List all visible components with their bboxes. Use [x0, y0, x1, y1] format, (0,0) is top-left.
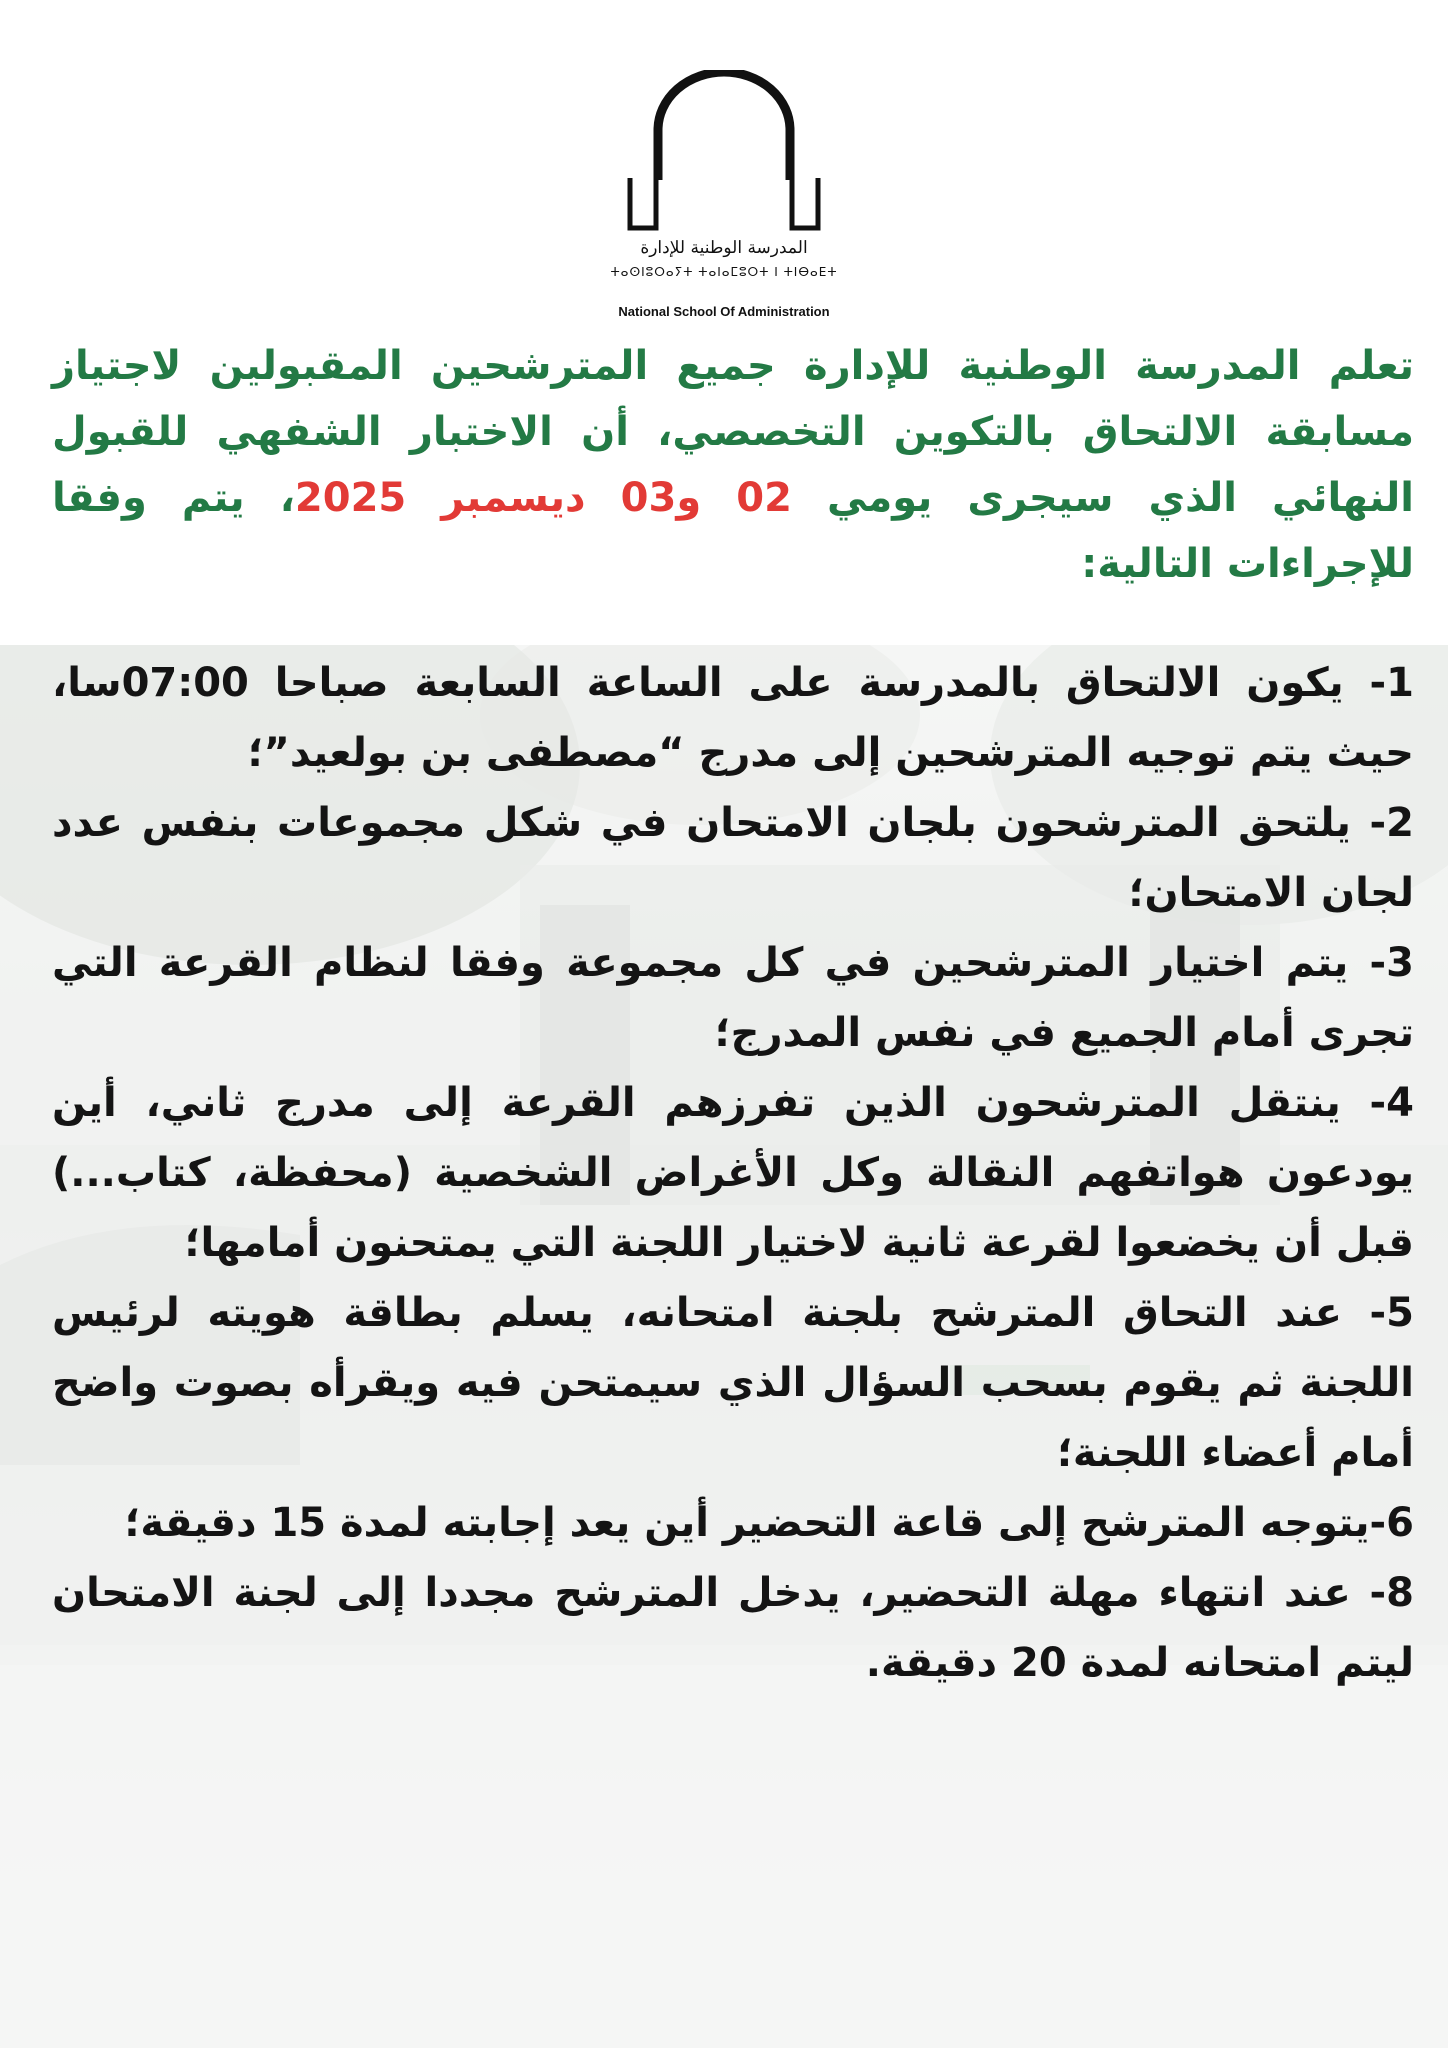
step-3: 3- يتم اختيار المترشحين في كل مجموعة وفقا لنظام القرعة التي تجرى أمام الجميع في نفس المدرج؛	[52, 940, 1414, 1056]
step-6: 6-يتوجه المترشح إلى قاعة التحضير أين يعد إجابته لمدة 15 دقيقة؛	[124, 1500, 1414, 1546]
intro-text: تعلم المدرسة الوطنية للإدارة جميع المترشحين المقبولين لاجتياز مسابقة الالتحاق بالتكوين التخصصي، أن الاختبار الشفهي للقبول النهائي الذي سيجرى يومي	[52, 343, 1415, 521]
logo-arabic-name: المدرسة الوطنية للإدارة	[640, 238, 808, 258]
exam-dates: 02 و03 ديسمبر 2025	[294, 475, 792, 521]
step-8: 8- عند انتهاء مهلة التحضير، يدخل المترشح مجددا إلى لجنة الامتحان ليتم امتحانه لمدة 20 دقيقة.	[52, 1570, 1414, 1686]
step-5: 5- عند التحاق المترشح بلجنة امتحانه، يسلم بطاقة هويته لرئيس اللجنة ثم يقوم بسحب السؤال الذي سيمتحن فيه ويقرأه بصوت واضح أمام أعضاء اللجنة؛	[52, 1290, 1414, 1476]
logo-tifinagh-name: ⵜⴰⵙⵏⵓⵔⴰⵢⵜ ⵜⴰⵏⴰⵎⵓⵔⵜ ⵏ ⵜⵏⴱⴰⴹⵜ	[610, 265, 838, 279]
logo-english-name: National School Of Administration	[618, 304, 830, 319]
procedure-steps	[52, 648, 1414, 1698]
step-2: 2- يلتحق المترشحون بلجان الامتحان في شكل مجموعات بنفس عدد لجان الامتحان؛	[52, 800, 1414, 916]
intro-text-end: ، يتم وفقا للإجراءات التالية:	[52, 475, 1414, 587]
step-1: 1- يكون الالتحاق بالمدرسة على الساعة السابعة صباحا 07:00سا، حيث يتم توجيه المترشحين إلى مدرج “مصطفى بن بولعيد”؛	[52, 660, 1414, 776]
step-4: 4- ينتقل المترشحون الذين تفرزهم القرعة إلى مدرج ثاني، أين يودعون هواتفهم النقالة وكل الأغراض الشخصية (محفظة، كتاب...) قبل أن يخضعوا لقرعة ثانية لاختيار اللجنة التي يمتحنون أمامها؛	[52, 1080, 1414, 1266]
school-logo	[598, 70, 850, 322]
announcement-intro	[52, 333, 1414, 597]
arch-gate-icon	[598, 70, 850, 240]
